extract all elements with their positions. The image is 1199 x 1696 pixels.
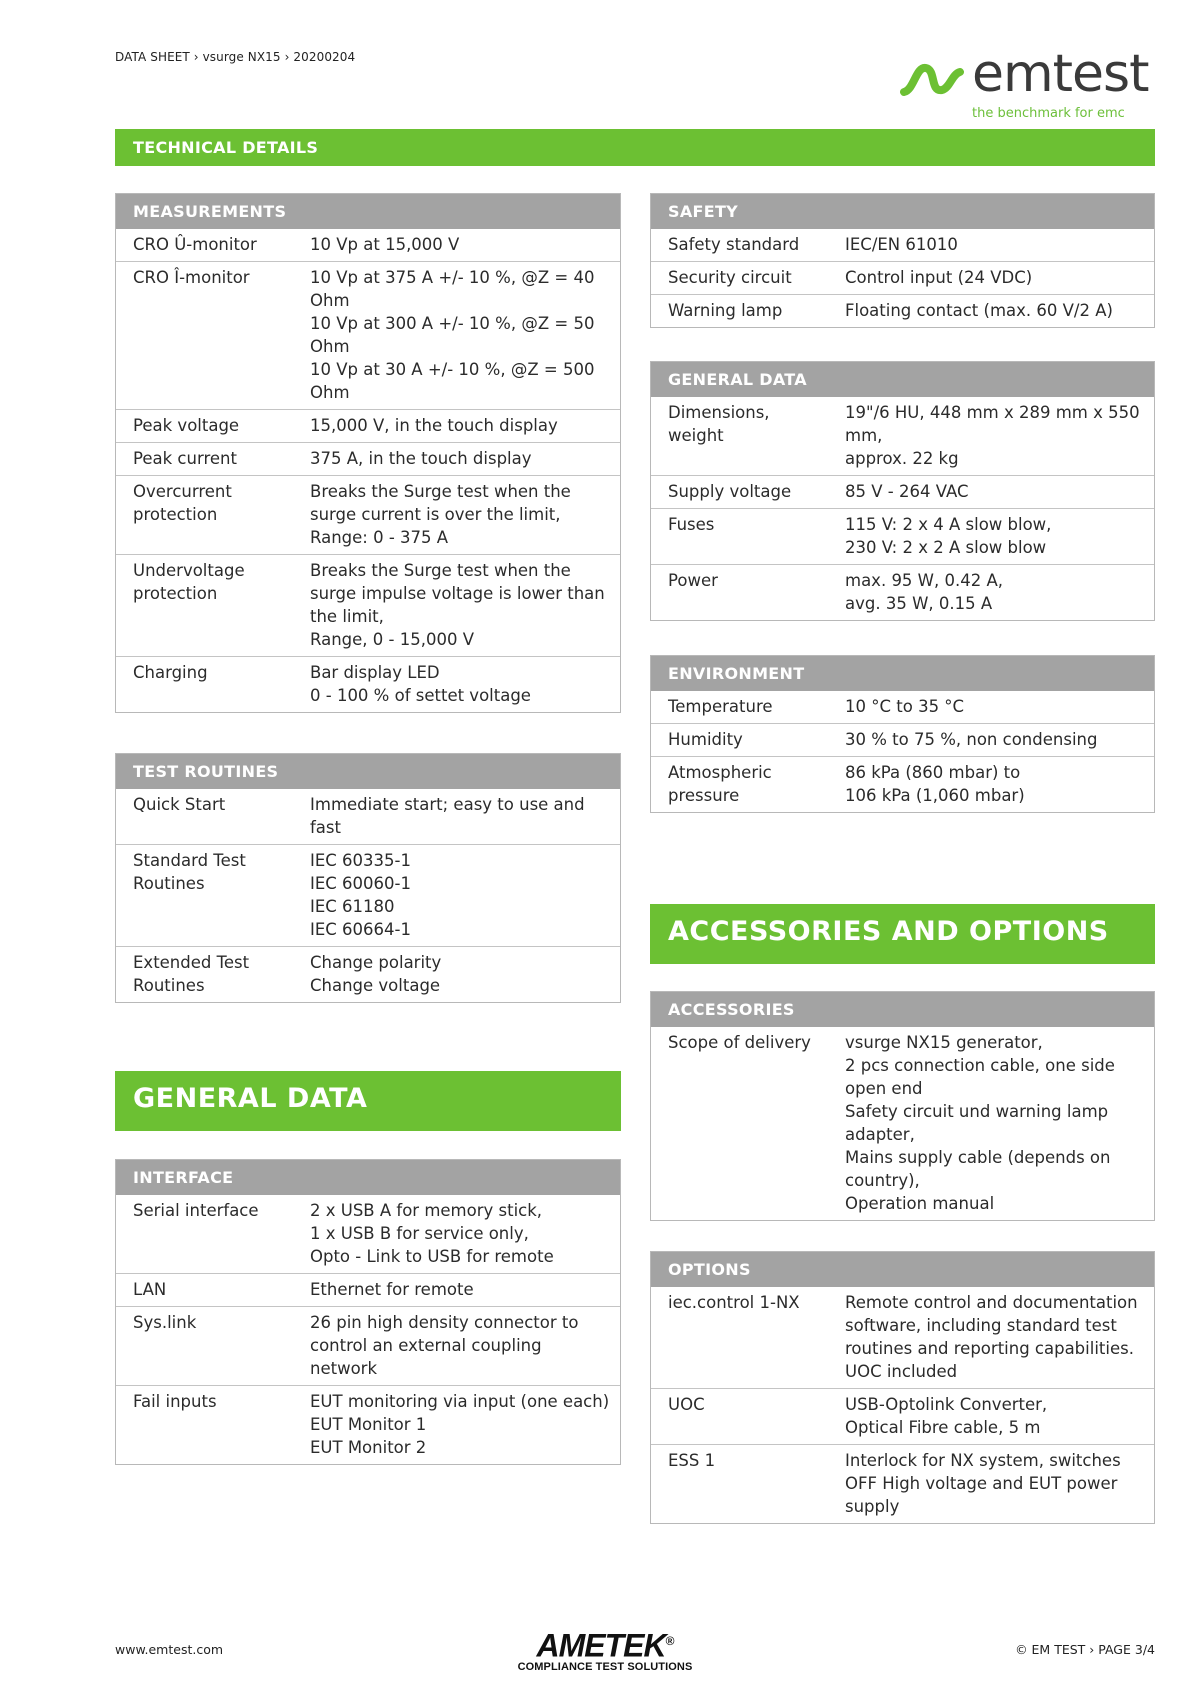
- table-row: [116, 475, 620, 554]
- row-value: [845, 1291, 1154, 1383]
- row-value-line: Operation manual: [845, 1194, 995, 1213]
- breadcrumb: DATA SHEET › vsurge NX15 › 20200204: [115, 50, 356, 64]
- row-value-line: Range, 0 - 15,000 V: [310, 630, 474, 649]
- row-value-line: USB-Optolink Converter,: [845, 1395, 1048, 1414]
- row-label-line: CRO Û-monitor: [133, 235, 257, 254]
- row-value: [310, 1390, 620, 1459]
- row-value-line: Floating contact (max. 60 V/2 A): [845, 301, 1113, 320]
- row-value: [845, 233, 1154, 256]
- row-value-line: Interlock for NX system, switches: [845, 1451, 1121, 1470]
- row-value-line: approx. 22 kg: [845, 449, 959, 468]
- table-row: [116, 554, 620, 656]
- row-value-line: mm,: [845, 426, 883, 445]
- accessories-and-options-band: ACCESSORIES AND OPTIONS: [650, 904, 1155, 964]
- row-value-line: avg. 35 W, 0.15 A: [845, 594, 993, 613]
- table-body: [116, 1195, 620, 1464]
- row-value: [310, 233, 620, 256]
- row-label: [116, 1311, 310, 1380]
- row-label: [651, 728, 845, 751]
- row-value-line: Ohm: [310, 383, 350, 402]
- row-value-line: max. 95 W, 0.42 A,: [845, 571, 1003, 590]
- table-row: [651, 1388, 1154, 1444]
- row-label-line: Peak voltage: [133, 416, 240, 435]
- row-label-line: protection: [133, 584, 218, 603]
- table-body: [116, 229, 620, 712]
- row-value-line: OFF High voltage and EUT power: [845, 1474, 1118, 1493]
- row-label-line: Humidity: [668, 730, 743, 749]
- table-row: [651, 261, 1154, 294]
- row-value-line: Ethernet for remote: [310, 1280, 474, 1299]
- row-value: [845, 513, 1154, 559]
- row-value-line: EUT Monitor 2: [310, 1438, 427, 1457]
- row-value-line: Change polarity: [310, 953, 442, 972]
- row-value: [310, 951, 620, 997]
- row-value: [310, 1311, 620, 1380]
- row-value-line: 30 % to 75 %, non condensing: [845, 730, 1098, 749]
- row-value: [845, 1393, 1154, 1439]
- row-label: [116, 414, 310, 437]
- table-row: [116, 1385, 620, 1464]
- table-row: [651, 475, 1154, 508]
- row-value: [310, 793, 620, 839]
- row-label-line: iec.control 1-NX: [668, 1293, 800, 1312]
- table-row: [116, 946, 620, 1002]
- row-value-line: Remote control and documentation: [845, 1293, 1138, 1312]
- row-label-line: Charging: [133, 663, 208, 682]
- table-body: [651, 397, 1154, 620]
- row-value-line: Immediate start; easy to use and fast: [310, 795, 585, 837]
- general-data-band: GENERAL DATA: [115, 1071, 621, 1131]
- table-header: GENERAL DATA: [651, 362, 1154, 397]
- table-row: [651, 1287, 1154, 1388]
- row-label-line: LAN: [133, 1280, 167, 1299]
- table-row: [116, 1195, 620, 1273]
- row-label-line: Warning lamp: [668, 301, 783, 320]
- row-label: [651, 1291, 845, 1383]
- row-value-line: 10 Vp at 15,000 V: [310, 235, 460, 254]
- row-label-line: ESS 1: [668, 1451, 716, 1470]
- table-header: MEASUREMENTS: [116, 194, 620, 229]
- row-value-line: 10 Vp at 300 A +/- 10 %, @Z = 50: [310, 314, 595, 333]
- row-label: [651, 401, 845, 470]
- table-row: [651, 294, 1154, 327]
- row-value-line: supply: [845, 1497, 900, 1516]
- row-label-line: protection: [133, 505, 218, 524]
- table-row: [651, 1444, 1154, 1523]
- logo-wordmark: emtest: [972, 44, 1149, 104]
- row-value-line: 10 Vp at 30 A +/- 10 %, @Z = 500: [310, 360, 595, 379]
- table-body: [651, 229, 1154, 327]
- row-value-line: Optical Fibre cable, 5 m: [845, 1418, 1041, 1437]
- row-value: [310, 661, 620, 707]
- row-value-line: Ohm: [310, 291, 350, 310]
- environment-table: [650, 655, 1155, 813]
- row-label-line: Fail inputs: [133, 1392, 217, 1411]
- row-value-line: adapter,: [845, 1125, 915, 1144]
- ametek-subtitle: COMPLIANCE TEST SOLUTIONS: [517, 1660, 693, 1673]
- row-label: [116, 849, 310, 941]
- row-label-line: Power: [668, 571, 718, 590]
- row-label: [651, 569, 845, 615]
- row-value-line: 0 - 100 % of settet voltage: [310, 686, 531, 705]
- table-row: [116, 261, 620, 409]
- table-body: [651, 691, 1154, 812]
- row-label: [116, 1199, 310, 1268]
- row-value-line: 86 kPa (860 mbar) to: [845, 763, 1021, 782]
- measurements-table: [115, 193, 621, 713]
- row-label: [116, 1390, 310, 1459]
- table-row: [116, 442, 620, 475]
- row-value-line: 85 V - 264 VAC: [845, 482, 969, 501]
- row-label: [116, 266, 310, 404]
- row-value-line: 2 pcs connection cable, one side: [845, 1056, 1115, 1075]
- row-value-line: control an external coupling network: [310, 1336, 542, 1378]
- row-value-line: IEC 61180: [310, 897, 395, 916]
- row-label-line: Extended Test: [133, 953, 250, 972]
- row-value: [845, 480, 1154, 503]
- row-label: [651, 299, 845, 322]
- row-label-line: Sys.link: [133, 1313, 197, 1332]
- row-value: [845, 1449, 1154, 1518]
- row-value-line: Ohm: [310, 337, 350, 356]
- general-data-table: [650, 361, 1155, 621]
- row-value: [845, 1031, 1154, 1215]
- logo-tagline: the benchmark for emc: [972, 106, 1125, 121]
- row-label-line: Serial interface: [133, 1201, 259, 1220]
- safety-table: [650, 193, 1155, 328]
- table-row: [651, 723, 1154, 756]
- ametek-wordmark: AMETEK: [536, 1627, 666, 1664]
- row-value-line: Mains supply cable (depends on: [845, 1148, 1111, 1167]
- row-value: [310, 1278, 620, 1301]
- row-value: [310, 480, 620, 549]
- row-label-line: weight: [668, 426, 724, 445]
- options-table: [650, 1251, 1155, 1524]
- row-value-line: Change voltage: [310, 976, 441, 995]
- row-value: [845, 695, 1154, 718]
- row-label-line: Standard Test: [133, 851, 246, 870]
- row-label: [116, 447, 310, 470]
- accessories-table: [650, 991, 1155, 1221]
- row-value-line: 10 Vp at 375 A +/- 10 %, @Z = 40: [310, 268, 595, 287]
- row-label-line: Supply voltage: [668, 482, 792, 501]
- row-label-line: CRO Î-monitor: [133, 268, 250, 287]
- row-value: [845, 299, 1154, 322]
- table-body: [651, 1027, 1154, 1220]
- row-value: [310, 447, 620, 470]
- row-label-line: Temperature: [668, 697, 773, 716]
- emtest-wave-icon: [900, 60, 970, 100]
- row-value-line: 115 V: 2 x 4 A slow blow,: [845, 515, 1052, 534]
- row-value: [845, 728, 1154, 751]
- row-value-line: 1 x USB B for service only,: [310, 1224, 529, 1243]
- row-value-line: EUT monitoring via input (one each): [310, 1392, 610, 1411]
- row-label-line: Quick Start: [133, 795, 226, 814]
- row-value: [310, 849, 620, 941]
- row-label: [651, 1031, 845, 1215]
- row-label: [651, 1393, 845, 1439]
- row-value-line: routines and reporting capabilities.: [845, 1339, 1134, 1358]
- row-label-line: Routines: [133, 874, 205, 893]
- table-header: TEST ROUTINES: [116, 754, 620, 789]
- table-body: [116, 789, 620, 1002]
- row-label-line: Overcurrent: [133, 482, 232, 501]
- table-row: [116, 844, 620, 946]
- table-row: [116, 789, 620, 844]
- row-value-line: 19"/6 HU, 448 mm x 289 mm x 550: [845, 403, 1140, 422]
- table-row: [651, 691, 1154, 723]
- technical-details-band: TECHNICAL DETAILS: [115, 129, 1155, 166]
- row-value-line: 10 °C to 35 °C: [845, 697, 965, 716]
- row-label-line: pressure: [668, 786, 740, 805]
- row-label-line: Atmospheric: [668, 763, 772, 782]
- row-value-line: open end: [845, 1079, 923, 1098]
- row-value-line: EUT Monitor 1: [310, 1415, 427, 1434]
- row-label-line: Routines: [133, 976, 205, 995]
- row-value-line: surge impulse voltage is lower than: [310, 584, 605, 603]
- row-value-line: software, including standard test: [845, 1316, 1117, 1335]
- row-label: [116, 793, 310, 839]
- row-value: [845, 401, 1154, 470]
- table-row: [116, 656, 620, 712]
- row-label: [651, 513, 845, 559]
- row-value: [845, 569, 1154, 615]
- row-value-line: Breaks the Surge test when the: [310, 561, 571, 580]
- row-value-line: 106 kPa (1,060 mbar): [845, 786, 1025, 805]
- row-label-line: Fuses: [668, 515, 715, 534]
- ametek-registered-mark: ®: [665, 1634, 674, 1648]
- row-label: [116, 233, 310, 256]
- row-value-line: Control input (24 VDC): [845, 268, 1033, 287]
- table-row: [651, 508, 1154, 564]
- row-label: [651, 761, 845, 807]
- row-value-line: the limit,: [310, 607, 384, 626]
- footer-website: www.emtest.com: [115, 1642, 224, 1657]
- row-label: [116, 1278, 310, 1301]
- row-value-line: IEC 60664-1: [310, 920, 411, 939]
- row-value-line: country),: [845, 1171, 920, 1190]
- row-label: [116, 480, 310, 549]
- row-value: [310, 414, 620, 437]
- test-routines-table: [115, 753, 621, 1003]
- row-label-line: Safety standard: [668, 235, 800, 254]
- table-header: ACCESSORIES: [651, 992, 1154, 1027]
- row-label: [651, 1449, 845, 1518]
- row-value-line: 375 A, in the touch display: [310, 449, 532, 468]
- row-label-line: Dimensions,: [668, 403, 770, 422]
- row-value: [310, 1199, 620, 1268]
- row-value: [310, 266, 620, 404]
- row-value-line: IEC 60060-1: [310, 874, 411, 893]
- table-row: [651, 756, 1154, 812]
- ametek-logo: [505, 1626, 705, 1676]
- emtest-logo: [900, 44, 1150, 124]
- table-row: [116, 409, 620, 442]
- row-label-line: Undervoltage: [133, 561, 245, 580]
- row-label: [651, 695, 845, 718]
- row-label-line: Security circuit: [668, 268, 792, 287]
- row-value-line: Breaks the Surge test when the: [310, 482, 571, 501]
- row-value-line: 2 x USB A for memory stick,: [310, 1201, 543, 1220]
- table-body: [651, 1287, 1154, 1523]
- table-row: [116, 1306, 620, 1385]
- table-row: [651, 564, 1154, 620]
- row-label: [116, 661, 310, 707]
- row-value-line: vsurge NX15 generator,: [845, 1033, 1043, 1052]
- table-row: [651, 1027, 1154, 1220]
- row-label-line: UOC: [668, 1395, 705, 1414]
- table-row: [651, 229, 1154, 261]
- row-value-line: UOC included: [845, 1362, 958, 1381]
- row-label: [651, 233, 845, 256]
- row-value-line: IEC 60335-1: [310, 851, 411, 870]
- row-value-line: Opto - Link to USB for remote: [310, 1247, 554, 1266]
- interface-table: [115, 1159, 621, 1465]
- row-value-line: Bar display LED: [310, 663, 440, 682]
- row-label: [116, 951, 310, 997]
- table-header: OPTIONS: [651, 1252, 1154, 1287]
- table-row: [116, 1273, 620, 1306]
- footer-page-number: © EM TEST › PAGE 3/4: [1015, 1642, 1155, 1657]
- row-label: [116, 559, 310, 651]
- row-label: [651, 480, 845, 503]
- row-value-line: 230 V: 2 x 2 A slow blow: [845, 538, 1047, 557]
- row-label-line: Scope of delivery: [668, 1033, 811, 1052]
- table-header: INTERFACE: [116, 1160, 620, 1195]
- table-header: SAFETY: [651, 194, 1154, 229]
- row-value-line: IEC/EN 61010: [845, 235, 958, 254]
- row-value: [310, 559, 620, 651]
- row-value-line: Safety circuit und warning lamp: [845, 1102, 1109, 1121]
- row-value-line: 26 pin high density connector to: [310, 1313, 579, 1332]
- table-row: [116, 229, 620, 261]
- row-value: [845, 266, 1154, 289]
- row-value-line: 15,000 V, in the touch display: [310, 416, 558, 435]
- table-header: ENVIRONMENT: [651, 656, 1154, 691]
- row-label-line: Peak current: [133, 449, 237, 468]
- row-value: [845, 761, 1154, 807]
- row-label: [651, 266, 845, 289]
- row-value-line: Range: 0 - 375 A: [310, 528, 449, 547]
- row-value-line: surge current is over the limit,: [310, 505, 561, 524]
- table-row: [651, 397, 1154, 475]
